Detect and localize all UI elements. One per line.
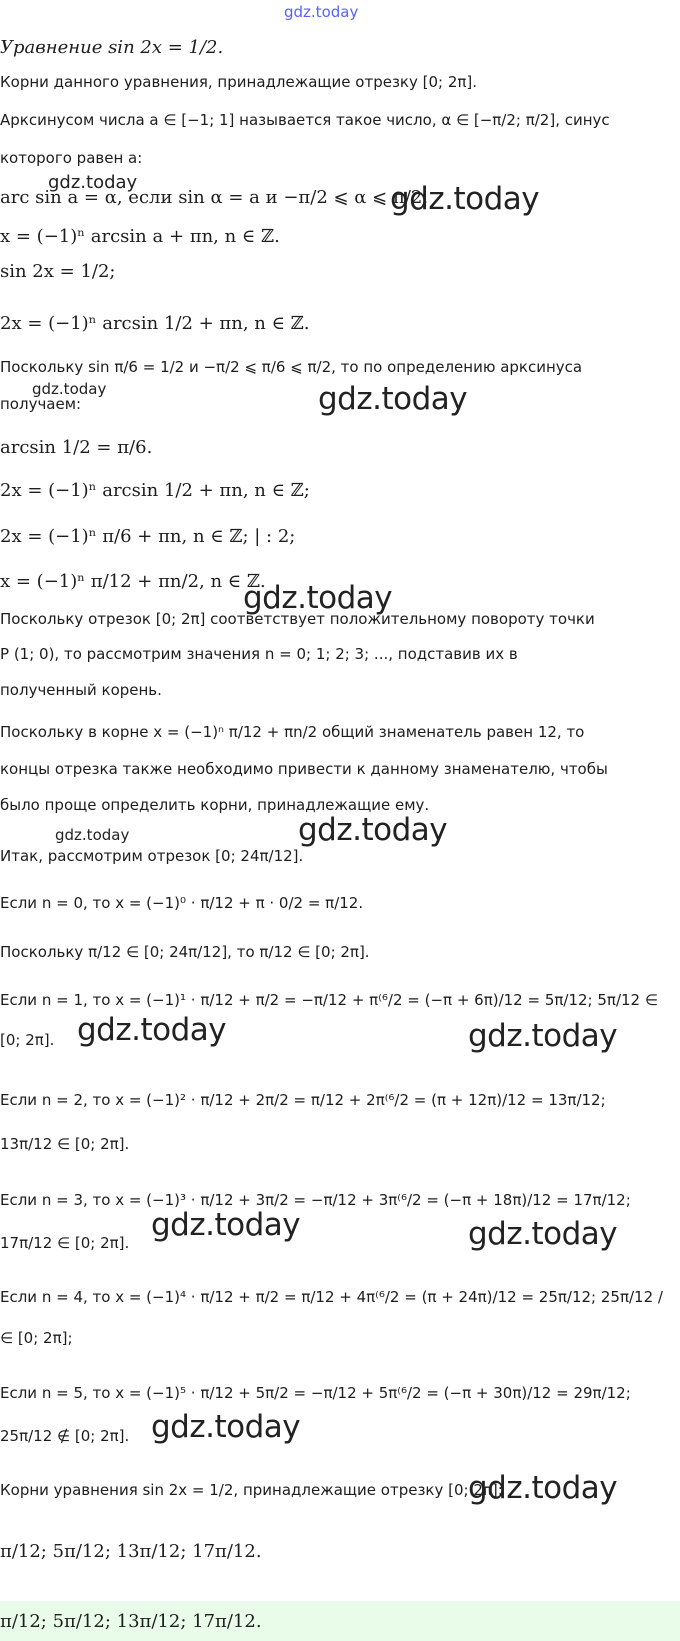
text-line: Поскольку отрезок [0; 2π] соответствует положительному повороту точки [0,610,595,628]
watermark: gdz.today [243,580,393,616]
text-line: 17π/12 ∈ [0; 2π]. [0,1234,130,1252]
text-line: sin 2x = 1/2; [0,261,116,282]
watermark: gdz.today [318,381,468,417]
text-line: 13π/12 ∈ [0; 2π]. [0,1135,130,1153]
text-line: которого равен a: [0,149,143,167]
text-line: Если n = 2, то x = (−1)² · π/12 + 2π/2 = π/12 + 2π⁽⁶/2 = (π + 12π)/12 = 13π/12; [0,1091,606,1109]
text-line: Итак, рассмотрим отрезок [0; 24π/12]. [0,847,304,865]
text-line: полученный корень. [0,681,162,699]
watermark: gdz.today [468,1216,618,1252]
answer-line: π/12; 5π/12; 13π/12; 17π/12. [0,1611,262,1632]
text-line: arc sin a = α, если sin α = a и −π/2 ⩽ α ⩽ π/2. [0,187,429,208]
watermark: gdz.today [48,172,138,193]
watermark: gdz.today [468,1470,618,1506]
text-line: [0; 2π]. [0,1031,55,1049]
watermark: gdz.today [55,826,130,844]
watermark-top: gdz.today [284,3,359,21]
text-line: Если n = 4, то x = (−1)⁴ · π/12 + π/2 = π/12 + 4π⁽⁶/2 = (π + 24π)/12 = 25π/12; 25π/12 / [0,1288,663,1306]
watermark: gdz.today [468,1018,618,1054]
text-line: Поскольку π/12 ∈ [0; 24π/12], то π/12 ∈ [0; 2π]. [0,943,370,961]
text-line: ∈ [0; 2π]; [0,1329,73,1347]
text-line: Арксинусом числа a ∈ [−1; 1] называется такое число, α ∈ [−π/2; π/2], синус [0,111,610,129]
text-line: P (1; 0), то рассмотрим значения n = 0; 1; 2; 3; ..., подставив их в [0,645,518,663]
watermark: gdz.today [32,380,107,398]
watermark: gdz.today [298,812,448,848]
text-line: Если n = 1, то x = (−1)¹ · π/12 + π/2 = −π/12 + π⁽⁶/2 = (−π + 6π)/12 = 5π/12; 5π/12 ∈ [0,991,658,1009]
text-line: x = (−1)ⁿ π/12 + πn/2, n ∈ ℤ. [0,571,266,592]
text-line: 2x = (−1)ⁿ arcsin 1/2 + πn, n ∈ ℤ; [0,480,310,501]
text-line: 25π/12 ∉ [0; 2π]. [0,1427,130,1445]
watermark: gdz.today [151,1409,301,1445]
text-line: π/12; 5π/12; 13π/12; 17π/12. [0,1541,262,1562]
text-line: Если n = 3, то x = (−1)³ · π/12 + 3π/2 = −π/12 + 3π⁽⁶/2 = (−π + 18π)/12 = 17π/12; [0,1191,631,1209]
watermark: gdz.today [77,1012,227,1048]
text-line: получаем: [0,395,82,413]
text-line: было проще определить корни, принадлежащие ему. [0,796,430,814]
text-line: Корни уравнения sin 2x = 1/2, принадлежащие отрезку [0; 2π]: [0,1481,503,1499]
watermark: gdz.today [390,181,540,217]
text-line: концы отрезка также необходимо привести к данному знаменателю, чтобы [0,760,608,778]
text-line: Поскольку в корне x = (−1)ⁿ π/12 + πn/2 общий знаменатель равен 12, то [0,723,585,741]
text-line: Уравнение sin 2x = 1/2. [0,37,224,58]
text-line: Если n = 0, то x = (−1)⁰ · π/12 + π · 0/2 = π/12. [0,894,364,912]
watermark: gdz.today [151,1207,301,1243]
text-line: Корни данного уравнения, принадлежащие отрезку [0; 2π]. [0,73,478,91]
text-line: 2x = (−1)ⁿ arcsin 1/2 + πn, n ∈ ℤ. [0,313,310,334]
text-line: arcsin 1/2 = π/6. [0,437,153,458]
text-line: 2x = (−1)ⁿ π/6 + πn, n ∈ ℤ; | : 2; [0,526,296,547]
text-line: Поскольку sin π/6 = 1/2 и −π/2 ⩽ π/6 ⩽ π/2, то по определению арксинуса [0,358,583,376]
text-line: Если n = 5, то x = (−1)⁵ · π/12 + 5π/2 = −π/12 + 5π⁽⁶/2 = (−π + 30π)/12 = 29π/12; [0,1384,631,1402]
text-line: x = (−1)ⁿ arcsin a + πn, n ∈ ℤ. [0,226,280,247]
